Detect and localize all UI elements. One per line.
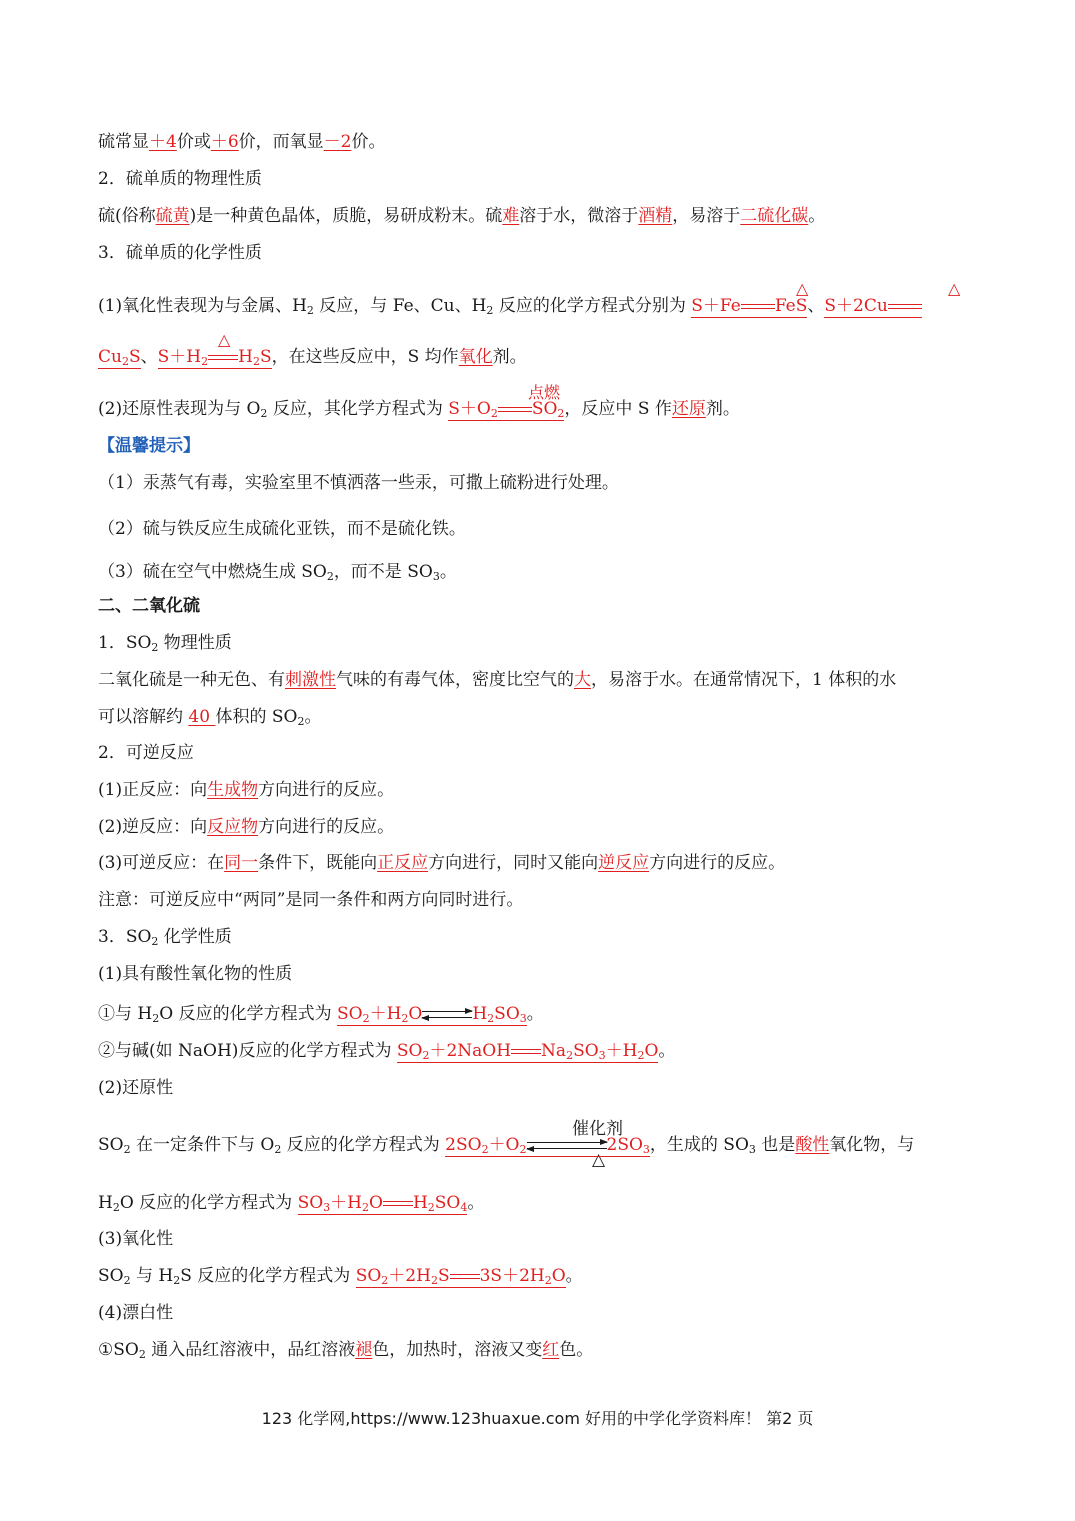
text: O [644,1041,659,1061]
text: O 反应的化学方程式为 [119,1193,298,1213]
text: 反应的化学方程式为 [281,1135,446,1155]
text: ＋H [605,1041,638,1061]
line-physical-desc [98,205,825,227]
subheading-so2-chemical [98,926,232,948]
equation-so2-h2o [337,1004,527,1026]
reversible-arrow [422,1009,472,1021]
equation-so2-h2s [356,1266,566,1288]
text: ＋O [488,1135,520,1155]
subscript: 2 [486,304,494,317]
text: H [98,1193,113,1213]
line-reducing-heading: (2)还原性 [98,1078,174,1098]
equation-so2-naoh [397,1041,659,1063]
line-oxidizing-cont [98,346,527,368]
text: 物理性质 [158,633,232,653]
answer-blank: 大 [574,670,591,690]
text: 硫(俗称 [98,206,156,226]
line-reverse [98,816,394,838]
text: O [408,1004,423,1024]
text: 方向进行，同时又能向 [428,853,599,873]
reactants: S＋Fe [691,296,741,316]
text: ＋H [369,1004,402,1024]
text: S [128,347,141,367]
tip-heading: 【温馨提示】 [98,436,200,456]
subscript: 2 [326,570,334,583]
text: S [259,347,272,367]
text: 通入品红溶液中，品红溶液 [145,1340,356,1360]
text: ＋H [330,1193,362,1213]
text: )是一种黄色晶体，质脆，易研成粉末。硫 [189,206,503,226]
subscript: 3 [519,1012,527,1025]
text: ①SO [98,1340,139,1360]
text: 、 [140,347,158,367]
text: 。 [658,1041,676,1061]
subheading-so2-physical [98,632,232,654]
subscript: 4 [460,1201,468,1214]
text: 色，加热时，溶液又变 [372,1340,543,1360]
text: 方向进行的反应。 [258,780,395,800]
text: 。 [304,707,322,727]
tip-1: （1）汞蒸气有毒，实验室里不慎洒落一些汞，可撒上硫粉进行处理。 [98,473,619,493]
text: ，而不是 SO [333,562,433,582]
text: 氧化物，与 [829,1135,915,1155]
answer-blank: ＋6 [210,132,239,152]
text: 3．SO [98,927,152,947]
text: 反应，与 Fe、Cu、H [313,296,487,316]
subscript: 2 [151,641,159,654]
text: SO [573,1041,599,1061]
tip-3 [98,561,457,583]
subscript: 2 [123,1274,131,1287]
subscript: 2 [152,1012,160,1025]
equation-cu-part2 [98,347,141,369]
ignite-condition: 点燃 [528,383,561,402]
answer-blank: －2 [323,132,352,152]
equation-o2 [448,399,564,421]
products: FeS [774,296,808,316]
subheading-physical-props: 2．硫单质的物理性质 [98,169,262,189]
text: 方向进行的反应。 [649,853,786,873]
text: 二氧化硫是一种无色、有 [98,670,285,690]
text: 体积的 SO [215,707,298,727]
text: H [412,1193,428,1213]
subscript: 3 [748,1143,756,1156]
text: (2)逆反应：向 [98,817,208,837]
subscript: 2 [112,1201,120,1214]
heat-condition: △ [218,330,231,349]
subscript: 2 [123,1143,131,1156]
line-reducing [98,398,740,420]
text: SO [98,1266,124,1286]
text: 价或 [176,132,211,152]
tip-2: （2）硫与铁反应生成硫化亚铁，而不是硫化铁。 [98,519,466,539]
text: ，易溶于 [672,206,741,226]
text: 剂。 [705,399,740,419]
subscript: 2 [481,1143,489,1156]
subscript: 2 [544,1274,552,1287]
text: (1)氧化性表现为与金属、H [98,296,307,316]
answer-blank: 40 [188,707,216,727]
subscript: 2 [557,407,565,420]
text: S＋O [448,399,491,419]
answer-blank: 难 [502,206,520,226]
text: 反应，其化学方程式为 [267,399,449,419]
text: (3)可逆反应：在 [98,853,225,873]
text: 1．SO [98,633,152,653]
text: 价。 [351,132,386,152]
line-sulfur-valence [98,131,385,153]
line-acidic-oxide: (1)具有酸性氧化物的性质 [98,964,293,984]
subscript: 2 [519,1143,527,1156]
text: H [238,347,253,367]
subscript: 2 [274,1143,282,1156]
catalyst-condition: 催化剂 [572,1119,623,1139]
subheading-reversible: 2．可逆反应 [98,743,194,763]
text: 。 [565,1266,583,1286]
subheading-chemical-props: 3．硫单质的化学性质 [98,243,262,263]
reversible-arrow [527,1140,607,1152]
line-bleaching-desc [98,1339,593,1361]
text: 价，而氧显 [238,132,324,152]
line-bleaching-heading: (4)漂白性 [98,1303,174,1323]
subscript: 2 [260,407,268,420]
subscript: 2 [362,1201,369,1214]
subscript: 2 [306,304,314,317]
answer-blank: 酸性 [795,1135,830,1155]
text: 2SO [445,1135,482,1155]
text: 与 H [130,1266,174,1286]
text: 。 [439,562,457,582]
text: ＋2H [388,1266,431,1286]
subscript: 2 [566,1049,574,1062]
subscript: 2 [297,715,305,728]
section-heading-so2: 二、二氧化硫 [98,596,200,616]
text: 可以溶解约 [98,707,189,727]
text: 。 [808,206,826,226]
subscript: 2 [487,1012,495,1025]
answer-blank: 酒精 [638,206,673,226]
subscript: 2 [401,1012,409,1025]
text: 色。 [559,1340,594,1360]
text: 也是 [755,1135,796,1155]
text: 气味的有毒气体，密度比空气的 [336,670,574,690]
reactants: S＋2Cu [824,296,888,316]
text: S [437,1266,450,1286]
text: SO [396,1041,423,1061]
subscript: 2 [427,1201,435,1214]
subscript: 2 [173,1274,181,1287]
line-so3-h2o [98,1192,484,1214]
subscript: 2 [362,1012,370,1025]
text: 在一定条件下与 O [130,1135,275,1155]
text: 溶于水，微溶于 [519,206,639,226]
line-forward [98,779,394,801]
text: 、 [807,296,825,316]
equation-so3-h2o [298,1193,468,1215]
text: SO [531,399,558,419]
text: 反应的化学方程式分别为 [493,296,692,316]
text: SO [98,1135,124,1155]
answer-blank: 硫黄 [155,206,190,226]
text: 条件下，既能向 [258,853,378,873]
subscript: 2 [151,935,159,948]
subscript: 3 [323,1201,331,1214]
equals-sign [888,303,922,311]
text: O [369,1193,383,1213]
text: 。 [467,1193,485,1213]
page-footer: 123 化学网,https://www.123huaxue.com 好用的中学化学资料库！ 第2 页 [261,1409,814,1428]
answer-blank: 红 [542,1340,560,1360]
subscript: 2 [422,1049,430,1062]
equation-so2-o2 [445,1135,650,1157]
line-so2-h2s [98,1265,583,1287]
text: Na [541,1041,567,1061]
heat-condition: △ [948,279,961,298]
line-note: 注意：可逆反应中“两同”是同一条件和两方向同时进行。 [98,890,524,910]
text: ，易溶于水。在通常情况下，1 体积的水 [591,670,897,690]
subscript: 2 [201,355,209,368]
equals-sign [498,406,532,414]
answer-blank: 氧化 [458,347,493,367]
text: 。 [526,1004,544,1024]
line-so2-o2 [98,1134,914,1156]
text: Cu [98,347,122,367]
text: SO [494,1004,520,1024]
subscript: 3 [598,1049,606,1062]
text: H [472,1004,488,1024]
text: SO [355,1266,382,1286]
text: 剂。 [492,347,527,367]
text: S＋H [157,347,202,367]
text: 2SO [606,1135,643,1155]
line-oxidizing-heading: (3)氧化性 [98,1229,174,1249]
answer-blank: 逆反应 [598,853,650,873]
text: ②与碱(如 NaOH)反应的化学方程式为 [98,1041,397,1061]
answer-blank: 二硫化碳 [740,206,809,226]
line-with-base [98,1040,675,1062]
equals-sign [383,1200,413,1208]
answer-blank: 还原 [671,399,706,419]
equals-sign [741,303,775,311]
text: SO [336,1004,363,1024]
text: ，生成的 SO [649,1135,749,1155]
text: O [551,1266,566,1286]
subscript: 2 [490,407,498,420]
text: O 反应的化学方程式为 [159,1004,337,1024]
text: （3）硫在空气中燃烧生成 SO [98,562,327,582]
answer-blank: 反应物 [207,817,259,837]
answer-blank: 生成物 [207,780,259,800]
text: (1)正反应：向 [98,780,208,800]
subscript: 2 [430,1274,438,1287]
answer-blank: 同一 [224,853,259,873]
subscript: 2 [138,1348,146,1361]
text: ，在这些反应中，S 均作 [271,347,459,367]
subscript: 3 [432,570,440,583]
subscript: 2 [121,355,129,368]
equals-sign [208,354,238,362]
text: ＋2NaOH [429,1041,512,1061]
subscript: 3 [642,1143,650,1156]
line-so2-desc-cont [98,706,321,728]
answer-blank: 褪 [355,1340,373,1360]
subscript: 2 [637,1049,645,1062]
text: (2)还原性表现为与 O [98,399,261,419]
heat-condition: △ [796,279,809,298]
text: ，反应中 S 作 [564,399,672,419]
line-with-water [98,1003,544,1025]
text: 硫常显 [98,132,149,152]
text: SO [297,1193,324,1213]
equals-sign [450,1273,480,1281]
text: 方向进行的反应。 [258,817,395,837]
heat-condition: △ [592,1150,606,1170]
text: ①与 H [98,1004,153,1024]
line-reversible-def [98,852,785,874]
equation-fe [691,296,807,318]
equation-h2 [158,347,272,369]
answer-blank: 正反应 [377,853,429,873]
subscript: 2 [252,355,260,368]
subscript: 2 [381,1274,389,1287]
text: 化学性质 [158,927,232,947]
text: S 反应的化学方程式为 [180,1266,356,1286]
line-so2-desc [98,669,896,691]
equals-sign [511,1048,541,1056]
equation-cu-part1 [824,296,921,318]
text: SO [434,1193,461,1213]
line-oxidizing [98,295,922,317]
answer-blank: 刺激性 [285,670,336,690]
text: 3S＋2H [479,1266,545,1286]
answer-blank: ＋4 [149,132,177,152]
